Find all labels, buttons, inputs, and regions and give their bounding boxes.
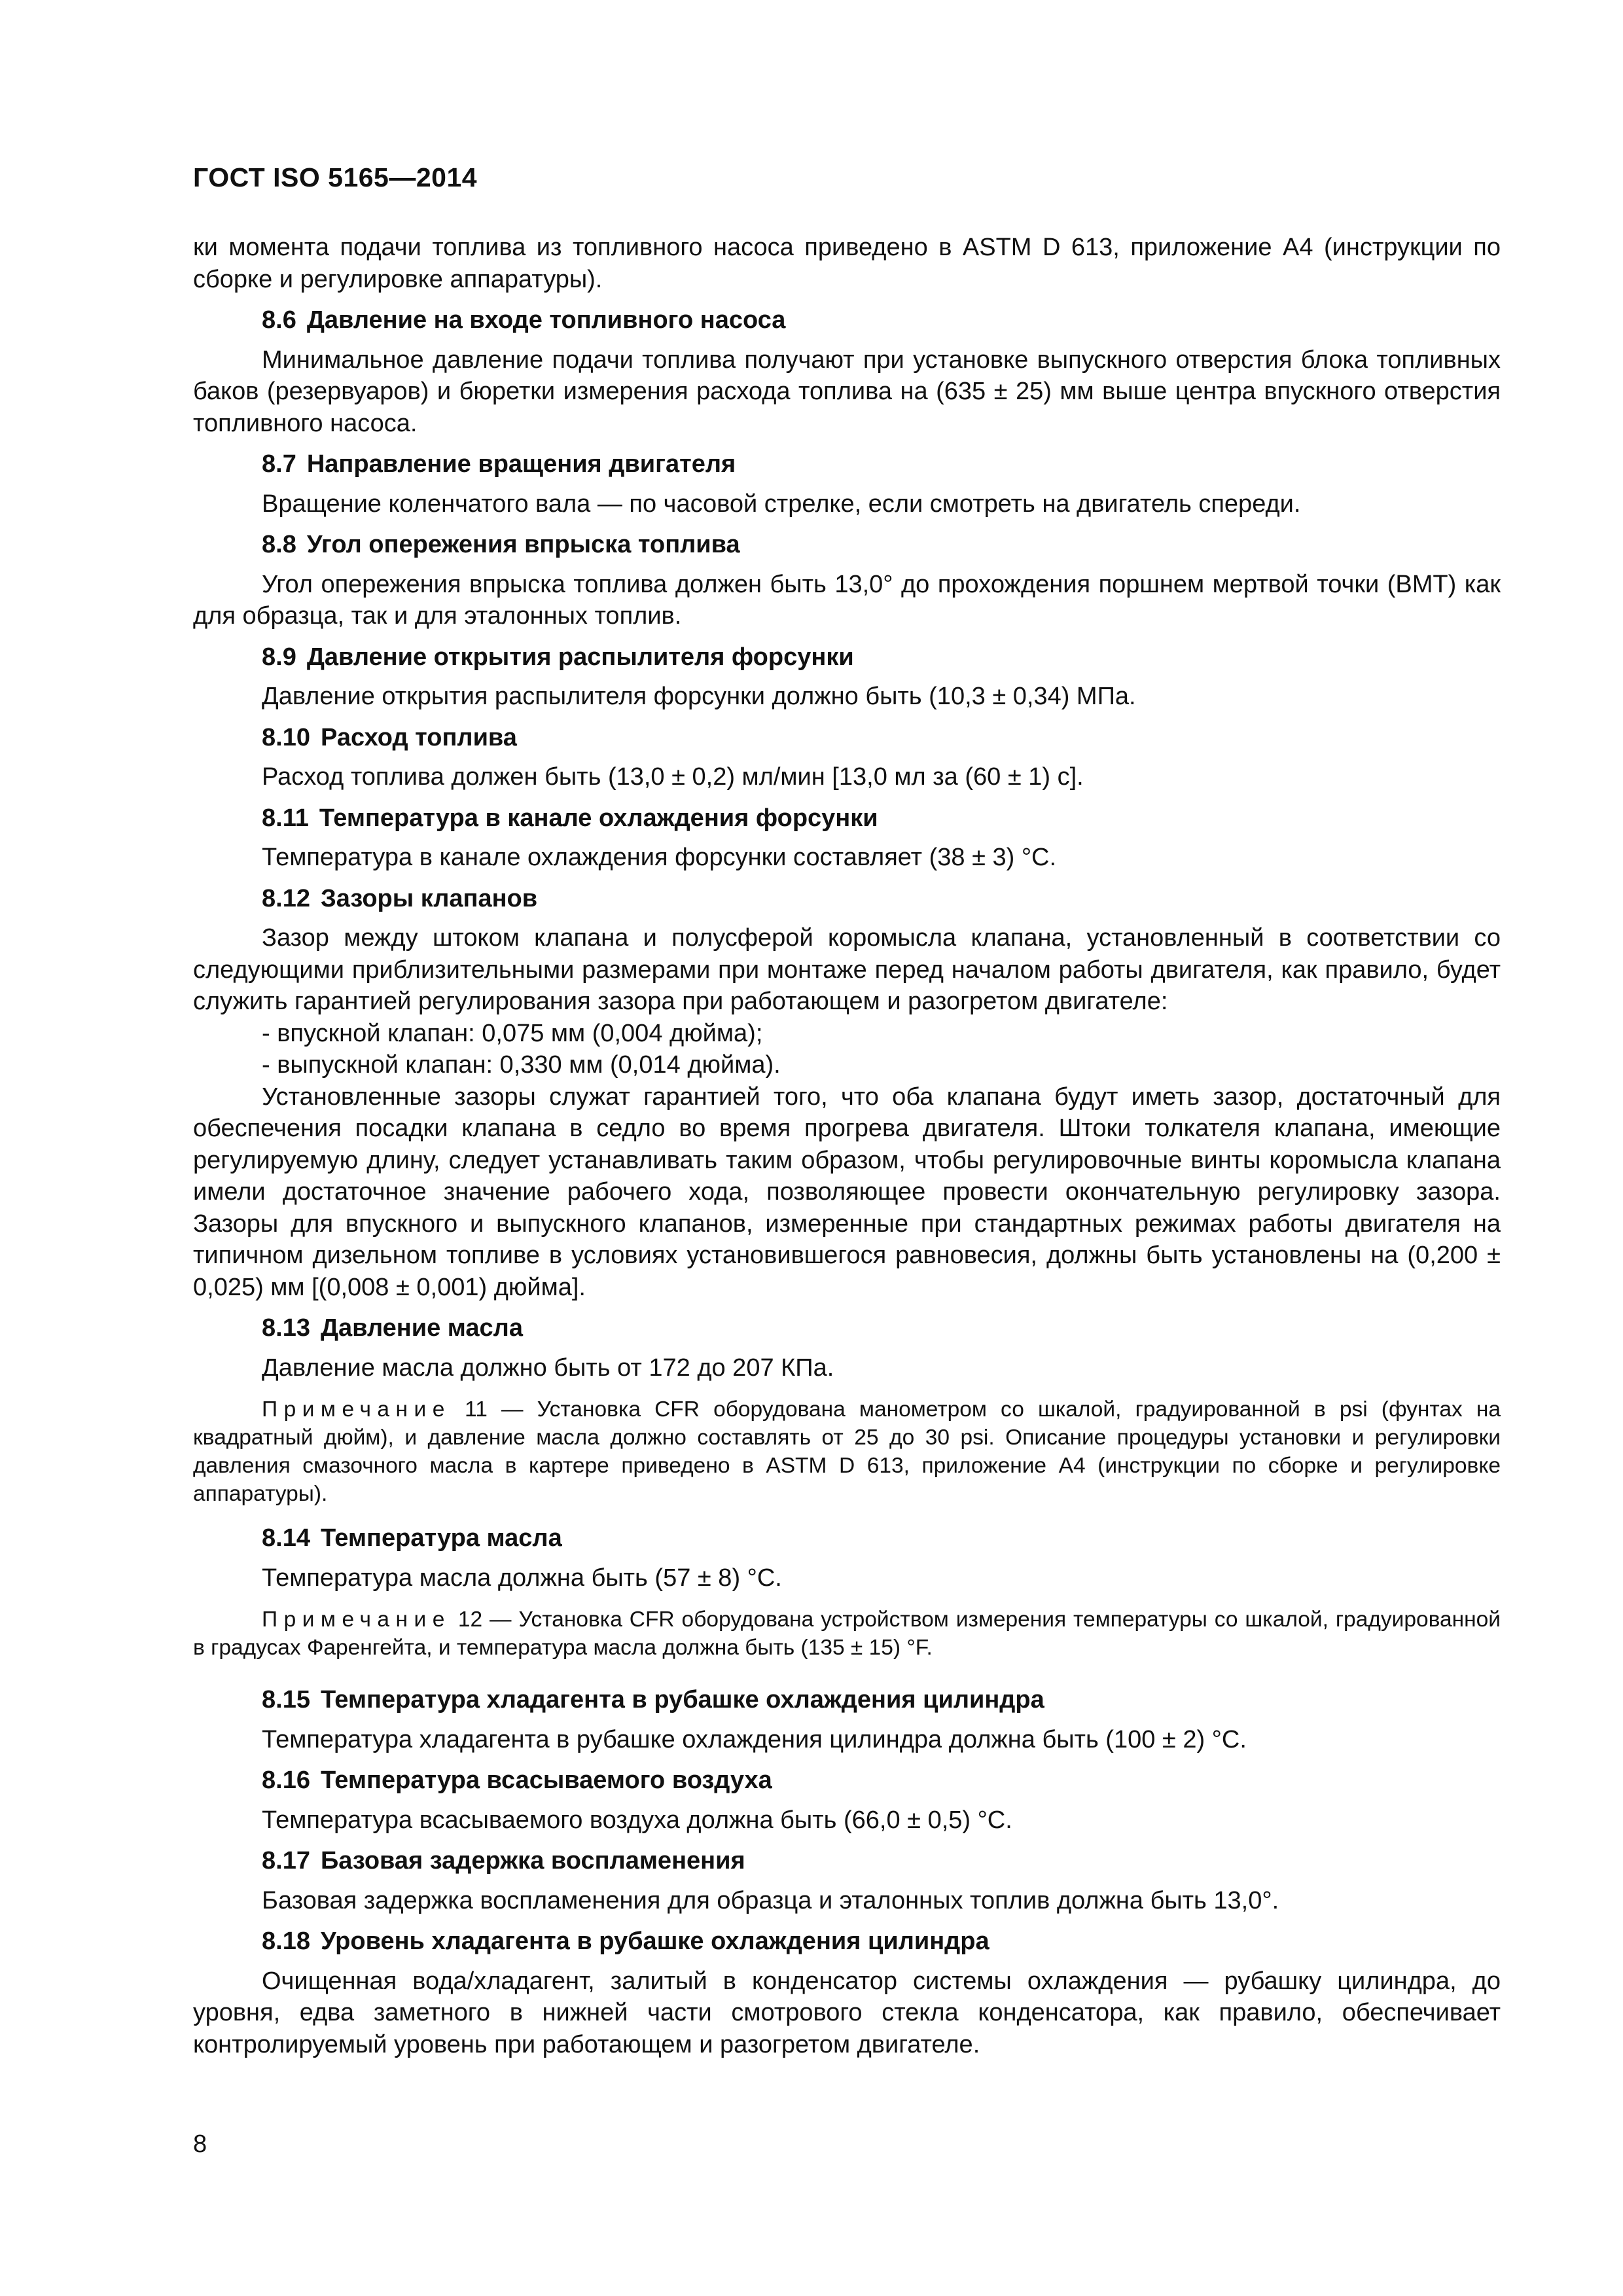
section-body-8-7: Вращение коленчатого вала — по часовой стрелке, если смотреть на двигатель спереди. (262, 490, 1301, 518)
section-number: 8.6 (262, 306, 296, 334)
note-label: Примечание (262, 1607, 451, 1632)
section-heading-8-9 (193, 641, 1501, 673)
section-title: Давление открытия распылителя форсунки (306, 643, 854, 671)
page-number: 8 (193, 2130, 207, 2158)
section-body-8-9: Давление открытия распылителя форсунки должно быть (10,3 ± 0,34) МПа. (262, 683, 1136, 710)
note-label: Примечание (262, 1397, 451, 1422)
section-number: 8.9 (262, 643, 296, 671)
section-heading-8-14 (193, 1522, 1501, 1554)
section-body-8-16: Температура всасываемого воздуха должна быть (66,0 ± 0,5) °С. (262, 1806, 1012, 1834)
document-body (193, 232, 1501, 2060)
section-title: Температура всасываемого воздуха (320, 1767, 772, 1794)
section-body-8-18: Очищенная вода/хладагент, залитый в конденсатор системы охлаждения — рубашку цилиндра, до уровня, едва заметного в нижней части смотрового стекла конденсатора, как правило, обеспечивает контролируемый уровень при работающем и разогретом двигателе. (193, 1967, 1501, 2058)
section-number: 8.7 (262, 450, 296, 478)
section-heading-8-11 (193, 802, 1501, 834)
section-heading-8-16 (193, 1765, 1501, 1797)
section-body-8-15: Температура хладагента в рубашке охлаждения цилиндра должна быть (100 ± 2) °С. (262, 1725, 1247, 1753)
section-body-8-13: Давление масла должно быть от 172 до 207 КПа. (262, 1354, 834, 1382)
section-body-8-17: Базовая задержка воспламенения для образца и эталонных топлив должна быть 13,0°. (262, 1886, 1279, 1914)
section-title: Температура хладагента в рубашке охлаждения цилиндра (320, 1686, 1044, 1713)
section-body-8-6: Минимальное давление подачи топлива получают при установке выпускного отверстия блока топливных баков (резервуаров) и бюретки измерения расхода топлива на (635 ± 25) мм выше центра впускного отверстия топливного насоса. (193, 346, 1501, 437)
section-number: 8.17 (262, 1847, 310, 1874)
section-heading-8-10 (193, 722, 1501, 754)
section-title: Зазоры клапанов (320, 884, 538, 912)
section-body-8-8: Угол опережения впрыска топлива должен быть 13,0° до прохождения поршнем мертвой точки (ВМТ) как для образца, так и для эталонных топлив. (193, 570, 1501, 630)
section-number: 8.12 (262, 884, 310, 912)
section-heading-8-15 (193, 1684, 1501, 1716)
section-heading-8-13 (193, 1312, 1501, 1344)
intro-paragraph: ки момента подачи топлива из топливного насоса приведено в ASTM D 613, приложение А4 (инструкции по сборке и регулировке аппаратуры). (193, 234, 1501, 293)
section-number: 8.15 (262, 1686, 310, 1713)
document-header: ГОСТ ISO 5165—2014 (193, 162, 478, 192)
section-body-8-10: Расход топлива должен быть (13,0 ± 0,2) мл/мин [13,0 мл за (60 ± 1) с]. (262, 763, 1084, 791)
section-title: Уровень хладагента в рубашке охлаждения цилиндра (320, 1928, 990, 1955)
note-text: 12 — Установка CFR оборудована устройством измерения температуры со шкалой, градуированной в градусах Фаренгейта, и температура масла должна быть (135 ± 15) °F. (193, 1607, 1501, 1660)
list-item-intake-valve: - впускной клапан: 0,075 мм (0,004 дюйма); (262, 1019, 763, 1047)
section-body-8-12-continued: Установленные зазоры служат гарантией того, что оба клапана будут иметь зазор, достаточный для обеспечения посадки клапана в седло во время прогрева двигателя. Штоки толкателя клапана, имеющие регулируемую длину, следует устанавливать таким образом, чтобы регулировочные винты коромысла клапана имели достаточное значение рабочего хода, позволяющее провести окончательную регулировку зазора. Зазоры для впускного и выпускного клапанов, измеренные при стандартных режимах работы двигателя на типичном дизельном топливе в условиях установившегося равновесия, должны быть установлены на (0,200 ± 0,025) мм [(0,008 ± 0,001) дюйма]. (193, 1083, 1501, 1301)
section-body-8-11: Температура в канале охлаждения форсунки составляет (38 ± 3) °С. (262, 844, 1057, 871)
section-number: 8.16 (262, 1767, 310, 1794)
section-body-8-12: Зазор между штоком клапана и полусферой коромысла клапана, установленный в соответствии со следующими приблизительными размерами при монтаже перед началом работы двигателя, как правило, будет служить гарантией регулирования зазора при работающем и разогретом двигателе: (193, 924, 1501, 1015)
section-title: Расход топлива (320, 723, 517, 751)
section-heading-8-6 (193, 304, 1501, 336)
note-12 (193, 1605, 1501, 1662)
section-title: Давление масла (320, 1314, 523, 1342)
section-title: Давление на входе топливного насоса (306, 306, 786, 334)
section-heading-8-12 (193, 883, 1501, 915)
section-title: Угол опережения впрыска топлива (306, 531, 740, 558)
section-title: Температура масла (320, 1524, 562, 1552)
section-heading-8-18 (193, 1926, 1501, 1958)
section-body-8-14: Температура масла должна быть (57 ± 8) °С. (262, 1564, 782, 1592)
section-heading-8-17 (193, 1845, 1501, 1877)
note-text: 11 — Установка CFR оборудована манометром со шкалой, градуированной в psi (фунтах на квадратный дюйм), и давление масла должно составлять от 25 до 30 psi. Описание процедуры установки и регулировки давления смазочного масла в картере приведено в ASTM D 613, приложение А4 (инструкции по сборке и регулировке аппаратуры). (193, 1397, 1501, 1506)
section-number: 8.8 (262, 531, 296, 558)
section-number: 8.11 (262, 804, 309, 832)
section-heading-8-7 (193, 448, 1501, 480)
section-number: 8.18 (262, 1928, 310, 1955)
list-item-exhaust-valve: - выпускной клапан: 0,330 мм (0,014 дюйма). (262, 1051, 781, 1079)
section-number: 8.14 (262, 1524, 310, 1552)
section-title: Базовая задержка воспламенения (320, 1847, 745, 1874)
section-title: Направление вращения двигателя (306, 450, 736, 478)
section-number: 8.13 (262, 1314, 310, 1342)
section-heading-8-8 (193, 529, 1501, 561)
note-11 (193, 1395, 1501, 1508)
section-title: Температура в канале охлаждения форсунки (319, 804, 878, 832)
section-number: 8.10 (262, 723, 310, 751)
